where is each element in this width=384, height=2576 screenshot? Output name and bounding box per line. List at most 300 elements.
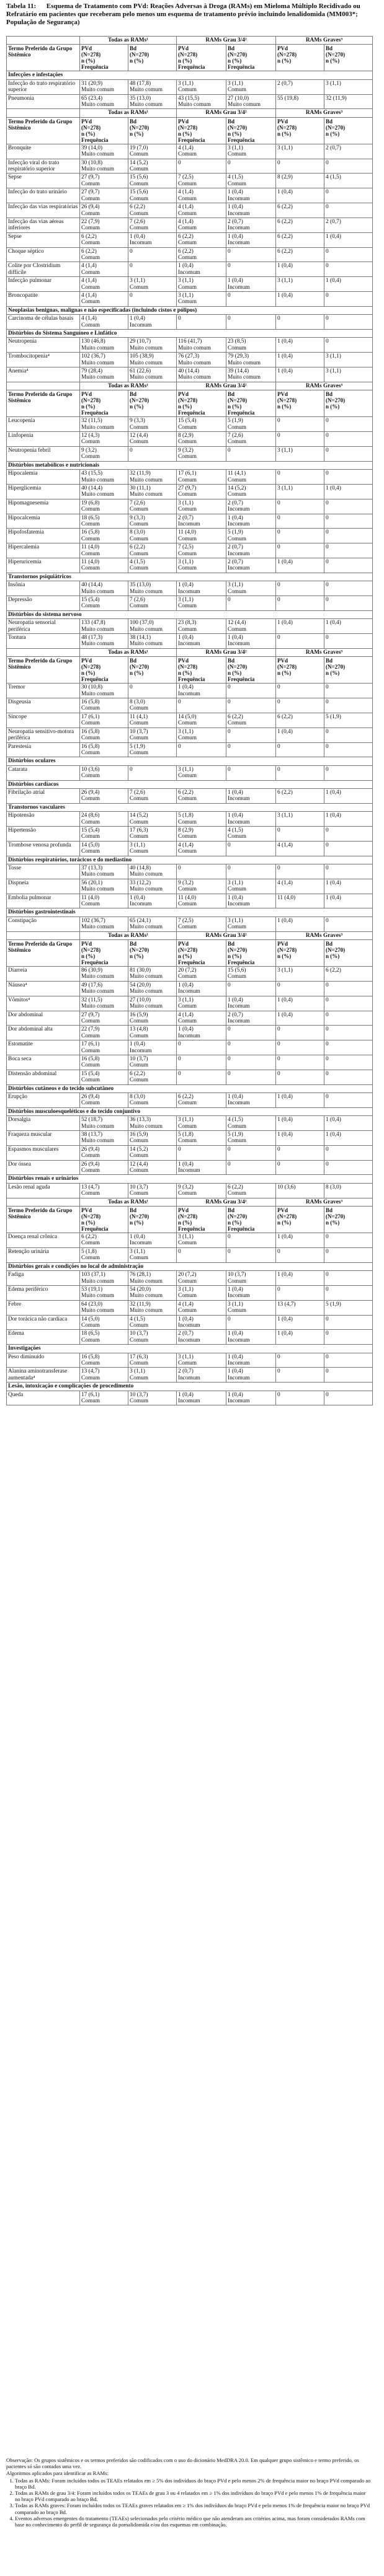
- preferred-term-cell: Hipomagnesemia: [7, 499, 80, 514]
- value-cell: 0: [324, 558, 373, 573]
- preferred-term-cell: Tontura: [7, 634, 80, 649]
- value-cell: 14 (5,2) Comum: [128, 159, 177, 174]
- value-cell: 0: [324, 684, 373, 698]
- value-cell: 3 (1,1) Comum: [177, 728, 226, 742]
- value-cell: 4 (1,4) Comum: [177, 218, 226, 232]
- table-row: [7, 1233, 373, 1248]
- table-row: [7, 144, 373, 159]
- value-cell: 76 (28,1) Muito comum: [128, 1271, 177, 1286]
- header-group-3: RAMs Graves³: [276, 931, 373, 939]
- value-cell: 1 (0,4) Incomum: [226, 1391, 276, 1405]
- value-cell: 0: [324, 315, 373, 330]
- value-cell: 4 (1,4) Comum: [80, 291, 128, 306]
- value-cell: 0: [226, 841, 276, 856]
- value-cell: 1 (0,4): [276, 1092, 324, 1107]
- header-column-2: Bd (N=270) n (%): [128, 390, 177, 417]
- system-organ-class-title: Transtornos psiquiátricos: [7, 573, 373, 581]
- value-cell: 3 (1,1) Comum: [128, 841, 177, 856]
- system-organ-class-title: Distúrbios musculoesqueléticos e do tecido conjuntivo: [7, 1107, 373, 1115]
- header-group-3: RAMs Graves³: [276, 382, 373, 390]
- value-cell: 0: [324, 634, 373, 649]
- value-cell: 0: [128, 765, 177, 780]
- header-column-3: PVd (N=278) n (%) Frequência: [177, 117, 226, 144]
- value-cell: 0: [276, 470, 324, 485]
- value-cell: 13 (4,7) Comum: [80, 1368, 128, 1383]
- value-cell: 6 (2,2) Comum: [177, 232, 226, 247]
- header-row-columns: [7, 117, 373, 144]
- table-row: [7, 1391, 373, 1405]
- header-row-groups: [7, 109, 373, 117]
- value-cell: 0: [276, 581, 324, 596]
- value-cell: 4 (1,4) Comum: [177, 841, 226, 856]
- value-cell: 4 (1,4) Comum: [177, 1011, 226, 1026]
- value-cell: 1 (0,4): [324, 619, 373, 634]
- value-cell: 0: [177, 1070, 226, 1084]
- value-cell: 5 (1,9) Comum: [226, 529, 276, 543]
- value-cell: 7 (2,6) Comum: [128, 499, 177, 514]
- value-cell: 0: [226, 247, 276, 262]
- value-cell: 0: [276, 1055, 324, 1070]
- value-cell: 0: [324, 543, 373, 558]
- header-column-3: PVd (N=278) n (%) Frequência: [177, 657, 226, 684]
- value-cell: 0: [177, 698, 226, 713]
- preferred-term-cell: Infecção das vias aéreas inferiores: [7, 218, 80, 232]
- preferred-term-cell: Infecção das vias respiratórias: [7, 203, 80, 218]
- table-footnotes: [6, 2457, 372, 2528]
- table-row: [7, 765, 373, 780]
- value-cell: 0: [324, 1368, 373, 1383]
- value-cell: 0: [324, 698, 373, 713]
- value-cell: 2 (0,7) Incomum: [226, 558, 276, 573]
- header-column-1: PVd (N=278) n (%) Frequência: [80, 657, 128, 684]
- value-cell: 1 (0,4): [276, 188, 324, 203]
- value-cell: 27 (9,7) Comum: [80, 174, 128, 188]
- value-cell: 14 (5,2) Comum: [128, 812, 177, 827]
- value-cell: 32 (11,5) Muito comum: [80, 417, 128, 432]
- value-cell: 6 (2,2) Comum: [128, 203, 177, 218]
- preferred-term-cell: Linfopenia: [7, 432, 80, 447]
- value-cell: 0: [324, 1247, 373, 1262]
- value-cell: 3 (1,1) Comum: [177, 558, 226, 573]
- value-cell: 0: [324, 1391, 373, 1405]
- header-group-1: Todas as RAMs¹: [80, 648, 177, 656]
- system-organ-class-row: [7, 461, 373, 469]
- value-cell: 0: [276, 981, 324, 996]
- value-cell: 0: [324, 917, 373, 931]
- value-cell: 48 (17,3) Muito comum: [80, 634, 128, 649]
- preferred-term-cell: Dor abdominal alta: [7, 1026, 80, 1040]
- value-cell: 3 (1,1) Comum: [128, 1247, 177, 1262]
- value-cell: 0: [324, 1353, 373, 1368]
- table-row: [7, 684, 373, 698]
- value-cell: 130 (46,8) Muito comum: [80, 338, 128, 353]
- value-cell: 14 (5,0) Comum: [80, 1315, 128, 1330]
- value-cell: 1 (0,4): [324, 788, 373, 803]
- value-cell: 0: [226, 159, 276, 174]
- header-group-2: RAMs Grau 3/4²: [177, 37, 276, 45]
- table-row: [7, 543, 373, 558]
- value-cell: 11 (4,0) Comum: [80, 543, 128, 558]
- header-group-1: Todas as RAMs¹: [80, 37, 177, 45]
- value-cell: 3 (1,1) Comum: [226, 917, 276, 931]
- header-column-1: PVd (N=278) n (%) Frequência: [80, 117, 128, 144]
- value-cell: 4 (1,4) Comum: [177, 1300, 226, 1315]
- value-cell: 0: [276, 698, 324, 713]
- value-cell: 26 (9,4) Comum: [80, 788, 128, 803]
- value-cell: 3 (1,1): [276, 144, 324, 159]
- system-organ-class-title: Distúrbios do Sistema Sanguíneo e Linfático: [7, 330, 373, 338]
- value-cell: 1 (0,4) Incomum: [226, 1285, 276, 1300]
- header-column-2: Bd (N=270) n (%): [128, 45, 177, 71]
- value-cell: 0: [177, 159, 226, 174]
- system-organ-class-title: Distúrbios metabólicos e nutricionais: [7, 461, 373, 469]
- value-cell: 0: [276, 742, 324, 757]
- preferred-term-cell: Estomatite: [7, 1040, 80, 1055]
- table-row: [7, 742, 373, 757]
- value-cell: 4 (1,4): [276, 879, 324, 894]
- value-cell: 32 (11,9) Muito comum: [128, 1300, 177, 1315]
- table-row: [7, 529, 373, 543]
- value-cell: 5 (1,9) Comum: [226, 417, 276, 432]
- value-cell: 27 (10,0) Muito comum: [226, 94, 276, 109]
- table-row: [7, 1160, 373, 1175]
- table-row: [7, 218, 373, 232]
- value-cell: 8 (3,0) Comum: [128, 698, 177, 713]
- value-cell: 16 (5,8) Comum: [80, 742, 128, 757]
- value-cell: 1 (0,4) Incomum: [226, 634, 276, 649]
- value-cell: 22 (7,9) Comum: [80, 1026, 128, 1040]
- value-cell: 0: [324, 1160, 373, 1175]
- value-cell: 4 (1,4) Comum: [177, 144, 226, 159]
- header-group-3: RAMs Graves³: [276, 109, 373, 117]
- value-cell: 55 (19,8): [276, 94, 324, 109]
- value-cell: 26 (9,4) Comum: [80, 1145, 128, 1160]
- system-organ-class-row: [7, 1345, 373, 1353]
- value-cell: 1 (0,4): [324, 879, 373, 894]
- value-cell: 1 (0,4) Incomum: [128, 315, 177, 330]
- value-cell: 7 (2,5) Comum: [177, 917, 226, 931]
- preferred-term-cell: Hipotensão: [7, 812, 80, 827]
- preferred-term-cell: Hipercalemia: [7, 543, 80, 558]
- value-cell: 2 (0,7) Incomum: [226, 1011, 276, 1026]
- value-cell: 32 (11,5) Muito comum: [80, 996, 128, 1011]
- value-cell: 19 (7,0) Comum: [128, 144, 177, 159]
- value-cell: 1 (0,4): [276, 996, 324, 1011]
- system-organ-class-title: Distúrbios renais e urinários: [7, 1175, 373, 1183]
- value-cell: 30 (11,1) Muito comum: [128, 484, 177, 499]
- header-row-groups: [7, 931, 373, 939]
- value-cell: 0: [276, 684, 324, 698]
- value-cell: 17 (6,3) Comum: [128, 826, 177, 841]
- header-column-5: PVd (N=278) n (%): [276, 117, 324, 144]
- value-cell: 3 (1,1): [276, 446, 324, 461]
- value-cell: 4 (1,5) Comum: [226, 174, 276, 188]
- preferred-term-cell: Retenção urinária: [7, 1247, 80, 1262]
- value-cell: 1 (0,4) Incomum: [177, 1160, 226, 1175]
- preferred-term-cell: Hipertensão: [7, 826, 80, 841]
- value-cell: 0: [324, 1092, 373, 1107]
- table-row: [7, 432, 373, 447]
- value-cell: 3 (1,1) Comum: [177, 79, 226, 94]
- footnote-item: 4. Eventos adversos emergentes do tratamento (TEAEs) selecionados pelo critério médico que não atenderam aos critérios acima, mas foram considerados RAMs com base no conhecimento do perfil de segurança da pomalidomida e/ou dos esquemas em combinação.: [15, 2515, 372, 2528]
- header-column-4: Bd (N=270) n (%) Frequência: [226, 45, 276, 71]
- value-cell: 1 (0,4): [276, 728, 324, 742]
- value-cell: 5 (1,9): [324, 1300, 373, 1315]
- preferred-term-cell: Colite por Clostridium difficile: [7, 262, 80, 277]
- system-organ-class-row: [7, 757, 373, 765]
- table-row: [7, 634, 373, 649]
- value-cell: 1 (0,4) Incomum: [128, 232, 177, 247]
- value-cell: 1 (0,4): [276, 1315, 324, 1330]
- header-column-2: Bd (N=270) n (%): [128, 657, 177, 684]
- value-cell: 61 (22,6) Muito comum: [128, 367, 177, 382]
- table-row: [7, 79, 373, 94]
- table-row: [7, 788, 373, 803]
- value-cell: 15 (5,4) Comum: [80, 1070, 128, 1084]
- value-cell: 0: [324, 1271, 373, 1286]
- table-row: [7, 291, 373, 306]
- header-column-5: PVd (N=278) n (%): [276, 45, 324, 71]
- value-cell: 0: [324, 247, 373, 262]
- preferred-term-cell: Alanina aminotransferase aumentada⁴: [7, 1368, 80, 1383]
- value-cell: 6 (2,2) Comum: [177, 788, 226, 803]
- value-cell: 27 (10,0) Muito comum: [128, 996, 177, 1011]
- value-cell: 0: [324, 996, 373, 1011]
- value-cell: 4 (1,4): [276, 841, 324, 856]
- table-row: [7, 203, 373, 218]
- value-cell: 0: [324, 596, 373, 611]
- header-blank-cell: [7, 382, 80, 390]
- table-row: [7, 232, 373, 247]
- value-cell: 2 (0,7) Incomum: [226, 218, 276, 232]
- preferred-term-cell: Diarreia: [7, 967, 80, 982]
- value-cell: 0: [276, 543, 324, 558]
- value-cell: 0: [276, 596, 324, 611]
- value-cell: 6 (2,2) Comum: [226, 713, 276, 728]
- value-cell: 3 (1,1) Comum: [177, 596, 226, 611]
- table-row: [7, 1011, 373, 1026]
- value-cell: 6 (2,2) Comum: [128, 1070, 177, 1084]
- preferred-term-cell: Depressão: [7, 596, 80, 611]
- value-cell: 133 (47,8) Muito comum: [80, 619, 128, 634]
- preferred-term-cell: Síncope: [7, 713, 80, 728]
- value-cell: 40 (14,4) Muito comum: [80, 581, 128, 596]
- header-column-5: PVd (N=278) n (%): [276, 940, 324, 967]
- header-column-6: Bd (N=270) n (%): [324, 390, 373, 417]
- preferred-term-cell: Anemia⁴: [7, 367, 80, 382]
- header-column-1: PVd (N=278) n (%) Frequência: [80, 390, 128, 417]
- value-cell: 10 (3,7) Comum: [128, 728, 177, 742]
- value-cell: 0: [324, 417, 373, 432]
- value-cell: 0: [324, 291, 373, 306]
- value-cell: 2 (0,7): [276, 79, 324, 94]
- header-blank-cell: [7, 648, 80, 656]
- preferred-term-cell: Náusea⁴: [7, 981, 80, 996]
- preferred-term-cell: Bronquite: [7, 144, 80, 159]
- value-cell: 1 (0,4): [324, 484, 373, 499]
- table-row: [7, 967, 373, 982]
- value-cell: 0: [324, 159, 373, 174]
- value-cell: 12 (4,4) Comum: [128, 1160, 177, 1175]
- footnote-item: 2. Todas as RAMs de grau 3/4: Foram incluídos todos os TEAEs de grau 3 ou 4 relatados em ≥ 1% dos indivíduos do braço PVd e pelo menos 1% de frequência maior no braço PVd comparado ao braço Bd.: [15, 2490, 372, 2502]
- header-term-cell: Termo Preferido da Grupo Sistêmico: [7, 657, 80, 684]
- value-cell: 37 (13,3) Muito comum: [80, 864, 128, 879]
- value-cell: 79 (28,4) Muito comum: [80, 367, 128, 382]
- value-cell: 16 (5,8) Comum: [80, 698, 128, 713]
- value-cell: 0: [324, 499, 373, 514]
- value-cell: 4 (1,4) Comum: [80, 262, 128, 277]
- value-cell: 20 (7,2) Comum: [177, 967, 226, 982]
- value-cell: 2 (0,7) Incomum: [177, 514, 226, 529]
- table-row: [7, 446, 373, 461]
- value-cell: 0: [276, 1368, 324, 1383]
- value-cell: 2 (0,7) Incomum: [226, 543, 276, 558]
- value-cell: 30 (10,8) Muito comum: [80, 684, 128, 698]
- preferred-term-cell: Vômitos⁴: [7, 996, 80, 1011]
- value-cell: 0: [177, 1247, 226, 1262]
- table-row: [7, 894, 373, 908]
- value-cell: 12 (4,4) Comum: [226, 619, 276, 634]
- value-cell: 1 (0,4): [276, 619, 324, 634]
- table-row: [7, 470, 373, 485]
- value-cell: 6 (2,2): [276, 788, 324, 803]
- value-cell: 17 (6,1) Comum: [80, 1040, 128, 1055]
- value-cell: 1 (0,4) Incomum: [177, 684, 226, 698]
- table-row: [7, 1271, 373, 1286]
- table-row: [7, 1116, 373, 1131]
- header-column-3: PVd (N=278) n (%) Frequência: [177, 940, 226, 967]
- value-cell: 3 (1,1): [324, 367, 373, 382]
- value-cell: 3 (1,1) Comum: [177, 996, 226, 1011]
- preferred-term-cell: Dor óssea: [7, 1160, 80, 1175]
- preferred-term-cell: Edema periférico: [7, 1285, 80, 1300]
- value-cell: 6 (2,2) Comum: [80, 247, 128, 262]
- table-row: [7, 315, 373, 330]
- system-organ-class-row: [7, 1383, 373, 1391]
- value-cell: 0: [324, 514, 373, 529]
- value-cell: 1 (0,4): [276, 338, 324, 353]
- preferred-term-cell: Hiperglicemia: [7, 484, 80, 499]
- value-cell: 6 (2,2) Comum: [177, 247, 226, 262]
- value-cell: 0: [226, 864, 276, 879]
- value-cell: 1 (0,4) Incomum: [226, 894, 276, 908]
- value-cell: 3 (1,1) Comum: [226, 79, 276, 94]
- value-cell: 0: [324, 338, 373, 353]
- value-cell: 11 (4,0) Comum: [80, 894, 128, 908]
- value-cell: 0: [226, 765, 276, 780]
- value-cell: 0: [324, 728, 373, 742]
- value-cell: 4 (1,4) Comum: [177, 203, 226, 218]
- header-column-6: Bd (N=270) n (%): [324, 657, 373, 684]
- value-cell: 7 (2,5) Comum: [177, 543, 226, 558]
- value-cell: 6 (2,2) Comum: [226, 1183, 276, 1198]
- value-cell: 3 (1,1): [276, 812, 324, 827]
- value-cell: 0: [324, 981, 373, 996]
- preferred-term-cell: Pneumonia: [7, 94, 80, 109]
- value-cell: 4 (1,4) Comum: [80, 315, 128, 330]
- value-cell: 1 (0,4): [324, 812, 373, 827]
- table-row: [7, 417, 373, 432]
- value-cell: 53 (19,1) Muito comum: [80, 1285, 128, 1300]
- system-organ-class-title: Transtornos vasculares: [7, 803, 373, 811]
- value-cell: 0: [276, 1040, 324, 1055]
- value-cell: 6 (2,2) Comum: [80, 1233, 128, 1248]
- preferred-term-cell: Fadiga: [7, 1271, 80, 1286]
- value-cell: 7 (2,6) Comum: [128, 788, 177, 803]
- preferred-term-cell: Trombose venosa profunda: [7, 841, 80, 856]
- value-cell: 3 (1,1): [324, 79, 373, 94]
- value-cell: 14 (5,2) Comum: [226, 484, 276, 499]
- preferred-term-cell: Fibrilação atrial: [7, 788, 80, 803]
- value-cell: 11 (4,0): [276, 894, 324, 908]
- value-cell: 15 (5,4) Comum: [177, 417, 226, 432]
- value-cell: 10 (3,6) Comum: [80, 765, 128, 780]
- value-cell: 3 (1,1) Comum: [226, 1300, 276, 1315]
- preferred-term-cell: Peso diminuído: [7, 1353, 80, 1368]
- value-cell: 0: [226, 1315, 276, 1330]
- value-cell: 6 (2,2) Comum: [128, 543, 177, 558]
- value-cell: 1 (0,4): [276, 917, 324, 931]
- value-cell: 0: [226, 596, 276, 611]
- preferred-term-cell: Hipocalemia: [7, 470, 80, 485]
- table-row: [7, 1353, 373, 1368]
- value-cell: 0: [324, 1070, 373, 1084]
- value-cell: 1 (0,4): [324, 1131, 373, 1146]
- header-term-cell: Termo Preferido da Grupo Sistêmico: [7, 390, 80, 417]
- value-cell: 103 (37,1) Muito comum: [80, 1271, 128, 1286]
- value-cell: 29 (10,7) Muito comum: [128, 338, 177, 353]
- value-cell: 17 (6,3) Comum: [128, 1353, 177, 1368]
- preferred-term-cell: Edema: [7, 1330, 80, 1345]
- value-cell: 0: [324, 432, 373, 447]
- table-title: Esquema de Tratamento com PVd: Reações Adversas à Droga (RAMs) em Mieloma Múltiplo Recidivado ou Refratário em pacientes que receberam pelo menos um esquema de tratamento prévio incluindo lenalidomida (MM003*; População de Segurança): [6, 2, 360, 26]
- preferred-term-cell: Espasmos musculares: [7, 1145, 80, 1160]
- value-cell: 26 (9,4) Comum: [80, 1092, 128, 1107]
- header-column-4: Bd (N=270) n (%) Frequência: [226, 940, 276, 967]
- value-cell: 4 (1,5) Comum: [226, 826, 276, 841]
- value-cell: 7 (2,5) Comum: [177, 174, 226, 188]
- value-cell: 79 (29,3) Muito comum: [226, 353, 276, 367]
- value-cell: 5 (1,8) Comum: [80, 1247, 128, 1262]
- header-column-1: PVd (N=278) n (%) Frequência: [80, 1207, 128, 1233]
- value-cell: 12 (4,3) Comum: [80, 432, 128, 447]
- table-row: [7, 1070, 373, 1084]
- header-group-2: RAMs Grau 3/4²: [177, 648, 276, 656]
- system-organ-class-row: [7, 856, 373, 864]
- system-organ-class-row: [7, 330, 373, 338]
- value-cell: 6 (2,2): [276, 232, 324, 247]
- table-row: [7, 1368, 373, 1383]
- value-cell: 6 (2,2) Comum: [177, 1092, 226, 1107]
- value-cell: 0: [226, 291, 276, 306]
- value-cell: 102 (36,7) Muito comum: [80, 917, 128, 931]
- value-cell: 1 (0,4) Incomum: [226, 1092, 276, 1107]
- value-cell: 32 (11,9): [324, 94, 373, 109]
- value-cell: 1 (0,4) Incomum: [128, 1040, 177, 1055]
- value-cell: 0: [276, 1353, 324, 1368]
- preferred-term-cell: Neutropenia: [7, 338, 80, 353]
- header-group-3: RAMs Graves³: [276, 648, 373, 656]
- value-cell: 2 (0,7): [324, 144, 373, 159]
- value-cell: 1 (0,4) Incomum: [226, 788, 276, 803]
- header-row-groups: [7, 37, 373, 45]
- value-cell: 30 (10,8) Muito comum: [80, 159, 128, 174]
- value-cell: 4 (1,4) Comum: [80, 277, 128, 292]
- header-term-cell: Termo Preferido da Grupo Sistêmico: [7, 940, 80, 967]
- system-organ-class-title: Distúrbios do sistema nervoso: [7, 610, 373, 618]
- value-cell: 12 (4,4) Comum: [128, 432, 177, 447]
- preferred-term-cell: Sepse: [7, 174, 80, 188]
